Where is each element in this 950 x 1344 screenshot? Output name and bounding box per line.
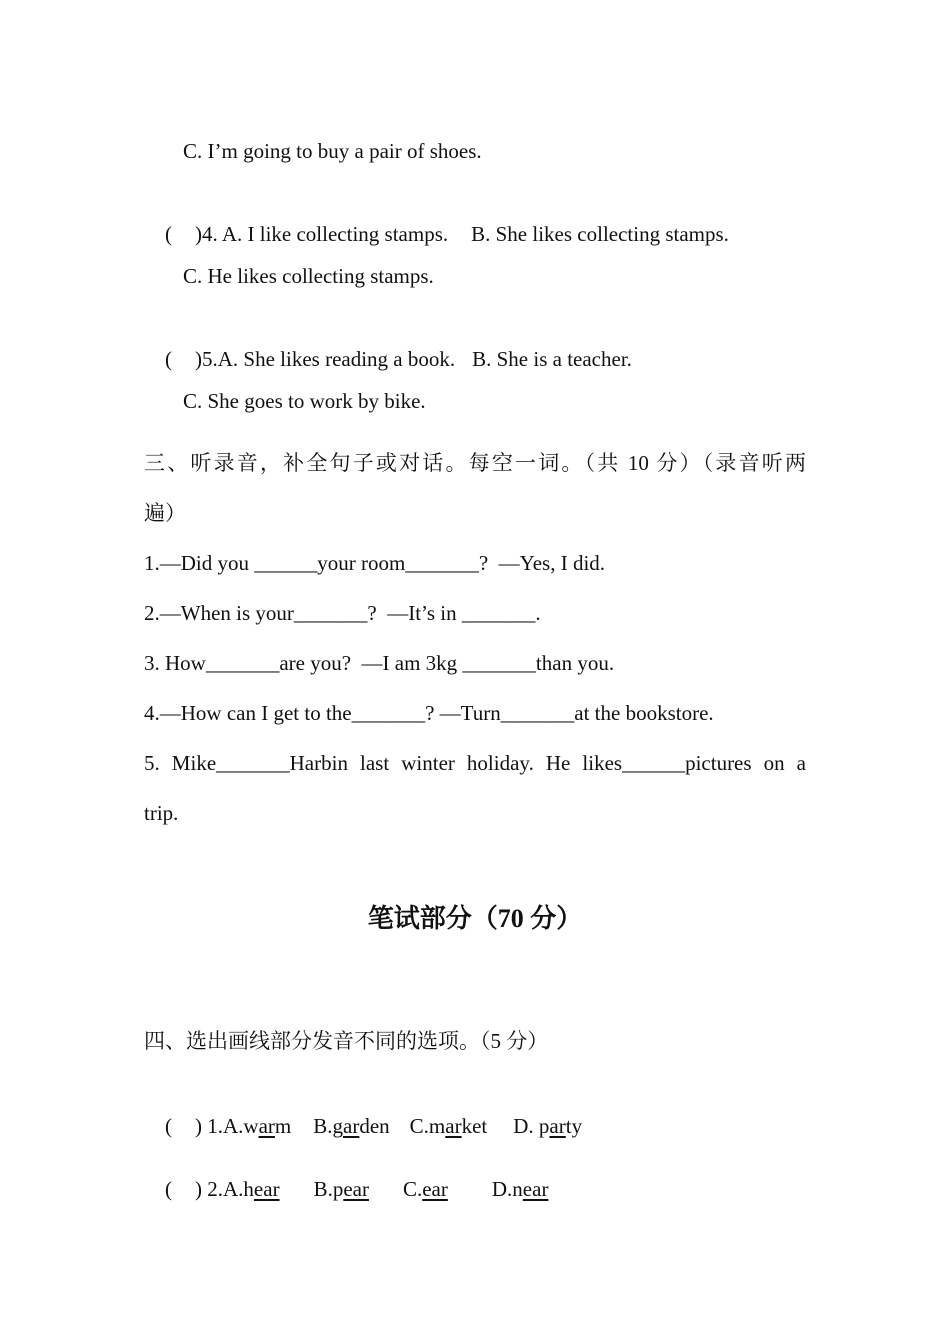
q1-option-a-suffix: m [274, 1114, 292, 1138]
q5-stem: )5.A. She likes reading a book. [195, 347, 456, 371]
answer-paren: ( [165, 347, 172, 371]
q1-option-a-underlined: ar [258, 1114, 275, 1138]
section4-heading: 四、选出画线部分发音不同的选项。（5 分） [144, 1029, 549, 1053]
fill-item-1: 1.—Did you ______your room_______? —Yes, I did. [144, 551, 606, 575]
q2-option-b-prefix: B.p [313, 1177, 344, 1201]
answer-paren: ( [165, 1177, 172, 1201]
q4-stem: )4. A. I like collecting stamps. [195, 222, 449, 246]
q4-line [144, 203, 729, 266]
phonics-q1 [144, 1095, 582, 1158]
phonics-q2 [144, 1158, 548, 1221]
q2-option-c-prefix: C. [402, 1177, 423, 1201]
q1-option-b-suffix: den [359, 1114, 390, 1138]
q1-option-b-underlined: ar [343, 1114, 360, 1138]
q5-line [144, 328, 632, 391]
q5-option-b: B. She is a teacher. [472, 347, 632, 371]
q5-option-c: C. She goes to work by bike. [183, 389, 426, 413]
q3-option-c: C. I’m going to buy a pair of shoes. [183, 139, 482, 163]
q2-option-a-prefix: ) 2.A.h [195, 1177, 254, 1201]
answer-paren: ( [165, 1114, 172, 1138]
fill-item-5: 5. Mike_______Harbin last winter holiday. He likes______pictures on a [144, 751, 806, 775]
section3-heading: 三、听录音，补全句子或对话。每空一词。（共 10 分）（录音听两 [144, 451, 806, 475]
fill-item-4: 4.—How can I get to the_______? —Turn_______at the bookstore. [144, 701, 714, 725]
q1-option-d-underlined: ar [549, 1114, 566, 1138]
q1-option-d-suffix: ty [565, 1114, 583, 1138]
q1-option-c-prefix: C.m [409, 1114, 446, 1138]
q1-option-d-prefix: D. p [513, 1114, 550, 1138]
q2-option-a-underlined: ear [253, 1177, 280, 1201]
q1-option-b-prefix: B.g [313, 1114, 344, 1138]
q1-option-c-suffix: ket [461, 1114, 488, 1138]
fill-item-2: 2.—When is your_______? —It’s in _______. [144, 601, 541, 625]
q2-option-d-prefix: D.n [491, 1177, 523, 1201]
answer-paren: ( [165, 222, 172, 246]
q4-option-c: C. He likes collecting stamps. [183, 264, 434, 288]
q1-option-c-underlined: ar [445, 1114, 462, 1138]
q1-option-a-prefix: ) 1.A.w [195, 1114, 259, 1138]
fill-item-3: 3. How_______are you? —I am 3kg _______than you. [144, 651, 615, 675]
q4-option-b: B. She likes collecting stamps. [471, 222, 729, 246]
q2-option-d-underlined: ear [522, 1177, 549, 1201]
written-part-title: 笔试部分（70 分） [367, 904, 583, 933]
fill-item-5-cont: trip. [144, 801, 179, 825]
q2-option-b-underlined: ear [343, 1177, 369, 1201]
section3-heading-cont: 遍） [144, 501, 186, 525]
q2-option-c-underlined: ear [422, 1177, 448, 1201]
